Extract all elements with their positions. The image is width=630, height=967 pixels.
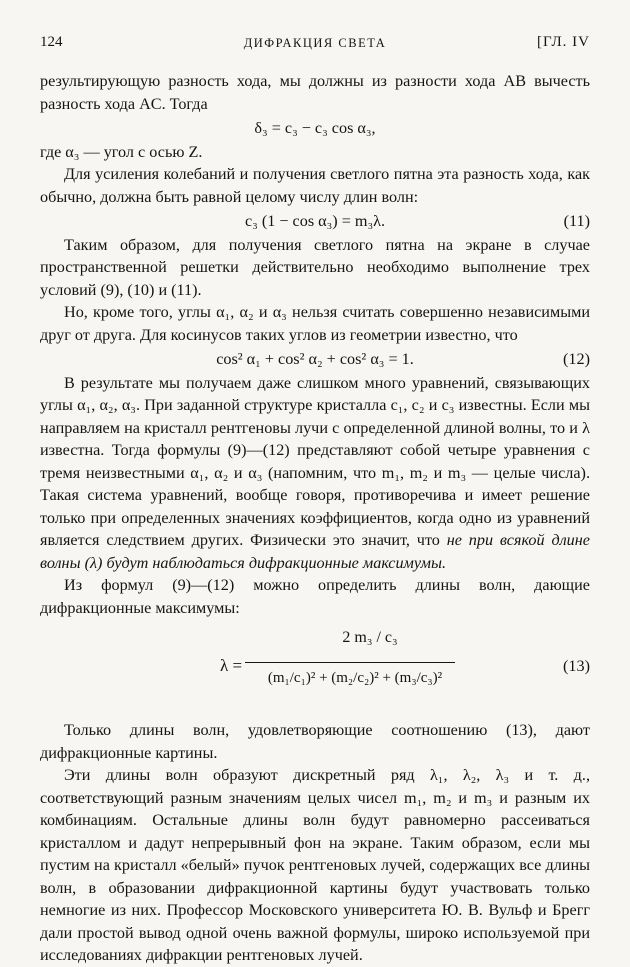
paragraph-5: Но, кроме того, углы α₁, α₂ и α₃ нельзя считать совершенно независимыми друг от друга. Для косинусов таких углов из геометрии известно, что — [40, 303, 590, 344]
equation-12-number: (12) — [563, 350, 590, 368]
paragraph-9: Эти длины волн образуют дискретный ряд λ₁, λ₂, λ₃ и т. д., соответствующий разным значениям целых чисел m₁, m₂ и m₃ и разным их комбинациям. Остальные длины волн будут равномерно рассеиваться кристаллом и дадут непрерывный фон на экране. Таким образом, если мы пустим на кристалл «белый» пучок рентгеновых лучей, содержащих все длины волн, в образовании дифракционной картины будут участвовать только немногие из них. Профессор Московского университета Ю. В. Вульф и Брегг дали простой вывод одной очень важной формулы, широко используемой при исследованиях дифракции рентгеновых лучей. — [40, 766, 590, 964]
equation-13-numerator: 2 m₃ / c₃ — [342, 629, 398, 646]
equation-12 — [40, 348, 590, 371]
equation-11-text: c₃ (1 − cos α₃) = m₃λ. — [244, 212, 386, 230]
paragraph-8: Только длины волн, удовлетворяющие соотношению (13), дают дифракционные картины. — [40, 721, 590, 762]
paragraph-7: Из формул (9)—(12) можно определить длины волн, дающие дифракционные максимумы: — [40, 576, 590, 617]
paragraph-6-emphasis: не при всякой длине волны (λ) будут наблюдаться дифракционные максимумы. — [40, 531, 590, 572]
running-header — [40, 34, 590, 54]
equation-13-denominator: (m₁/c₁)² + (m₂/c₂)² + (m₃/c₃)² — [267, 670, 443, 686]
paragraph-6 — [40, 372, 590, 575]
page-number: 124 — [40, 34, 63, 50]
paragraph-3: Для усиления колебаний и получения светлого пятна эта разность хода, как обычно, должна быть равной целому числу длин волн: — [40, 165, 590, 206]
equation-13 — [40, 625, 590, 711]
equation-13-lhs: λ = — [220, 656, 243, 675]
equation-13-number: (13) — [563, 657, 590, 675]
equation-delta3-text: δ₃ = c₃ − c₃ cos α₃, — [254, 119, 376, 137]
paragraph-2: где α₃ — угол с осью Z. — [40, 142, 203, 161]
paragraph-1: результирующую разность хода, мы должны из разности хода AB вычесть разность хода AC. Тогда — [40, 72, 590, 113]
equation-11-number: (11) — [563, 212, 590, 230]
fraction-bar — [245, 662, 455, 663]
chapter-label: [ГЛ. IV — [536, 34, 590, 50]
running-title: ДИФРАКЦИЯ СВЕТА — [243, 36, 387, 50]
paragraph-6-text: В результате мы получаем даже слишком много уравнений, связывающих углы α₁, α₂, α₃. При заданной структуре кристалла c₁, c₂ и c₃ известны. Если мы направляем на кристалл рентгеновы лучи с определенной длиной волны, то и λ известна. Тогда формулы (9)—(12) представляют собой четыре уравнения с тремя неизвестными α₁, α₂ и α₃ (напомним, что m₁, m₂ и m₃ — целые числа). Такая система уравнений, вообще говоря, противоречива и имеет решение только при определенных значениях коэффициентов, когда одно из уравнений является следствием других. Физически это значит, что — [40, 373, 590, 549]
equation-delta3 — [40, 117, 590, 140]
equation-12-text: cos² α₁ + cos² α₂ + cos² α₃ = 1. — [216, 350, 414, 368]
paragraph-4: Таким образом, для получения светлого пятна на экране в случае пространственной решетки действительно необходимо выполнение трех условий (9), (10) и (11). — [40, 235, 590, 299]
equation-11 — [40, 210, 590, 233]
page-body — [40, 70, 590, 967]
